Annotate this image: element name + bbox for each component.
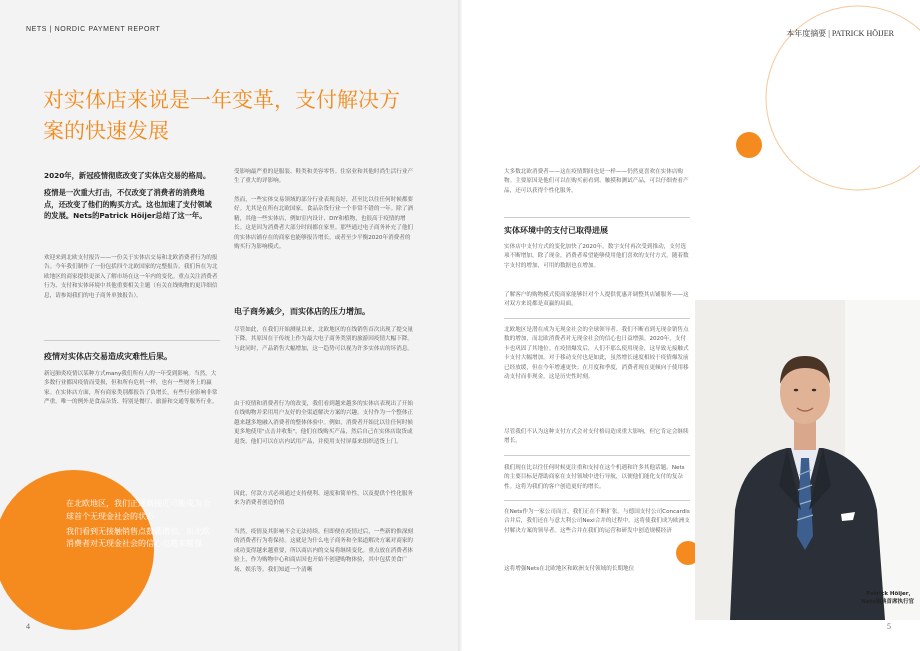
- pull-quote-line-1: 在北欧地区，我们正逐渐接近可能成为全球首个无现金社会的状态: [66, 499, 210, 521]
- right-paragraph-5: 尽管我们不认为这种支付方式会对支付格局造成重大影响，但它肯定会继续增长。: [504, 429, 689, 445]
- divider: [504, 455, 690, 456]
- col2-paragraph-2: 尽管如此，在我们开始测量以来，北欧地区的在线销售首次出现了提交量下降。其原因在于传统上作为最大电子商务类别的旅游因疫情大幅下降。与此同时，产品销售大幅增加，这一趋势可以视为许多实体店的坏消息。: [234, 327, 414, 352]
- divider: [504, 318, 690, 319]
- decorative-orange-dot-top: [736, 132, 762, 158]
- portrait-illustration: [695, 300, 920, 620]
- right-paragraph-6: 我们现在比以往任何时候更注重和支持在这个机遇和许多其他话题。Nets的主要目标是帮助商家在支付领域中进行导航，以便他们能化支付的复杂性。这将为我们的客户创造更好的增长。: [504, 465, 685, 490]
- photo-caption: [822, 590, 914, 606]
- section-header: 本年度摘要 | PATRICK HÖIJER: [786, 29, 894, 38]
- intro-paragraph: 欢迎来到北欧支付报告——一份关于实体店交易和北欧消费者行为的报告。今年我们制作了一份包括四个北欧国家的完整报告。我们旨在为北欧地区的商家提供更深入了解市场在这一年内的变化。重点关注消费者行为、支付和实体环境中其他重要相关主题（有关在线购物的更详细信息，请参阅我们的电子商务单独报告）。: [44, 255, 218, 299]
- pandemic-paragraph: 新冠肺炎疫情以某种方式many我们所有人的一年受到影响。当然，大多数行业都因疫情而受损，但和所有危机一样，也有一些财务上的赢家。在实体店方面，所有商家类别都报告了负增长，有些行业影响非常严重。唯一的例外是食品杂货、特别是餐厅、旅游和交通等服务行业。: [44, 371, 218, 406]
- right-paragraph-4: 北欧地区是潜在成为无现金社会的全球领导者。我们不断看到无现金销售点数的增加，而北欧消费者对无现金社会的信心也日益增强。2020年，支付卡也巩固了其地位。在疫情爆发后，人们不那么使用现金，这导致无接触式卡支付大幅增加。对于移动支付也是如此，虽然增长速度相较于疫情爆发前已经放缓，但在今年增速更快；在月度和季度，消费者现在更倾向于使用移动支付而非现金，这是历史性时刻。: [504, 327, 689, 381]
- right-paragraph-2: 实体店中支付方式的变化加快了2020年，数字支付再次受到推动，支付选项不断增加，除了现金，消费者希望能够使用他们喜欢的支付方式。随着数字支付的增加，可用的数据也在增加。: [504, 244, 689, 269]
- right-paragraph-8: 这将增强Nets在北欧地区和欧洲支付领域的长期地位: [504, 566, 635, 572]
- intro-lead: 2020年，新冠疫情彻底改变了实体店交易的格局。: [44, 171, 211, 180]
- col2-paragraph-4: 因此，付款方式必须通过支持便利、速度和简单性，以及提供个性化服务来为消费者创造价值: [234, 491, 414, 507]
- portrait-photo: [695, 300, 920, 620]
- col2-paragraph-5: 当然，疫情及其影响不会无法持续。但即便在疫情过后，一些新的惟深刻的消费者行为将保持。这就是为什么电子商务和全渠道解决方案对商家的成功变得越来越重要，所以商店内的交易将继续变化。重点放在消费者体验上，作为购物中心和商店因也开始不创建购物体验，其中包括美食广场、娱乐等。我们知道一个清晰: [234, 529, 414, 573]
- intro-summary: 疫情是一次重大打击，不仅改变了消费者的消费地点，还改变了他们的购买方式。这也加速了支付领域的发展。Nets的Patrick Höijer总结了这一年。: [44, 188, 212, 220]
- section-heading-pandemic: 疫情对实体店交易造成灾难性后果。: [44, 352, 172, 361]
- col2-paragraph-3: 由于疫情和消费者行为的改变，我们看到越来越多的实体店表现出了开始在线购物并采用用户友好的全渠道解决方案的兴趣。支付作为一个整体正越来越多地融入消费者的整体体验中。例如，消费者开始比以往任何时候更多地使用"点击并收集"，他们在线购买产品，然后自己在实体店取货或退货。他们可以在店内试用产品，并使用支付屏幕来组织适货上门。: [234, 401, 414, 445]
- section-heading-ecommerce: 电子商务减少，而实体店的压力增加。: [234, 307, 370, 316]
- pull-quote-line-2: 我们看到无接触销售点数量增加，而北欧消费者对无现金社会的信心也越来越强: [66, 526, 210, 549]
- page-title: 对实体店来说是一年变革，支付解决方案的快速发展: [43, 88, 400, 143]
- col2-paragraph-1: 然而，一些实体交易领域的部分行业表现良好，甚至比以往任何时候都要好。尤其是在所有北欧国家，食品杂货行业一个非常不错的一年。除了酒精，其他一些实体店，例如室内设计、DIY和植物，也很高于疫情的增长。这是因为消费者大部分时间都在家里。那些通过电子商务补充了他们的实体店铺存在的商家也能够报告增长，或者至少平衡2020年消费者的购买行为影响模式。: [234, 197, 414, 251]
- section-heading-payments: 实体环境中的支付已取得进展: [504, 226, 608, 235]
- report-header: NETS | NORDIC PAYMENT REPORT: [26, 26, 161, 33]
- photo-caption-name: Patrick Höijer，: [866, 591, 914, 597]
- right-paragraph-7: 在Nets作为一家公司而言，我们正在不断扩张。与德国支付公司Concardis合并后，我们还在与意大利公司Nexi合并的过程中。这将使我们成为欧洲支付解决方案的领导者。这些合并在我们的运营和研发中创造规模经济: [504, 509, 690, 534]
- divider: [44, 340, 220, 341]
- right-paragraph-3: 了解客户的购物模式使商家能够针对个人提供优惠并调整其店铺服务——这对双方来说都是双赢的局面。: [504, 292, 689, 308]
- col2-top-paragraph: 受影响最严重的是服装、鞋类和美容零售。住宿业和其他时尚生活行业产生了重大的评影响。: [234, 169, 414, 185]
- page-number-right: 5: [887, 622, 891, 631]
- photo-caption-role: Nets瑞典首席执行官: [861, 599, 914, 605]
- pull-quote: [66, 498, 216, 551]
- right-paragraph-1: 大多数北欧消费者——这在疫情期间也是一样——仍然更喜欢在实体店购物。主要原因是他们可以在购买前看到、触摸和测试产品，可以仔细查看产品，还可以获得个性化服务。: [504, 169, 689, 194]
- divider: [504, 500, 690, 501]
- divider: [504, 217, 690, 218]
- page-number-left: 4: [26, 622, 30, 631]
